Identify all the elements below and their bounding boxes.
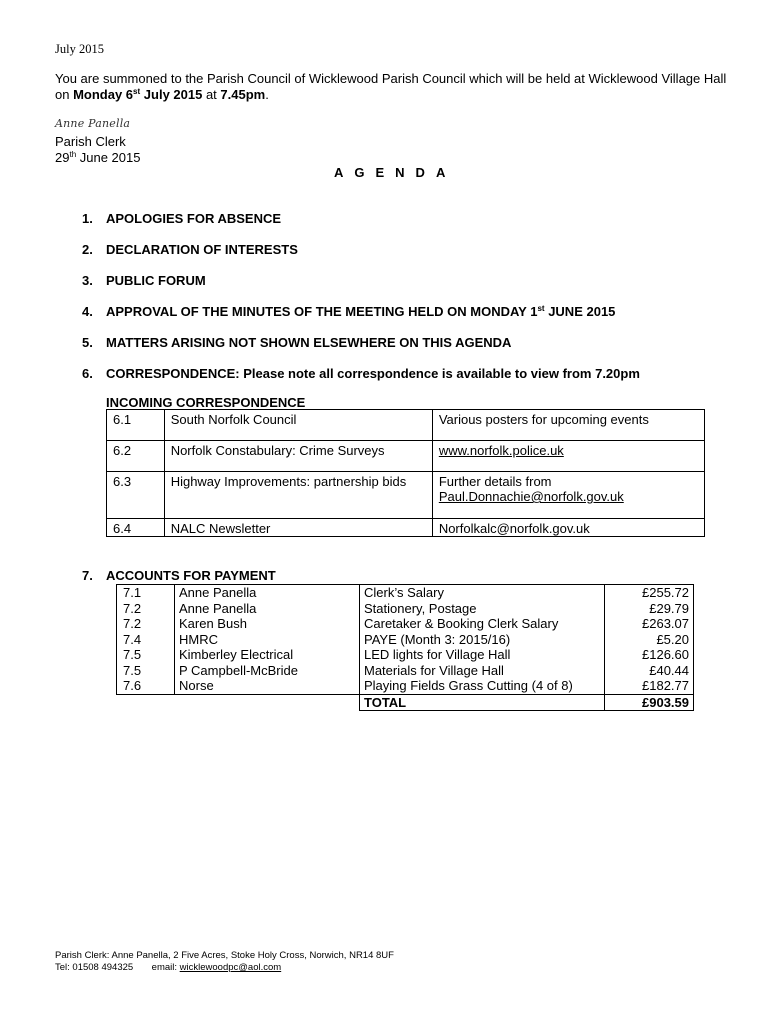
account-description: Materials for Village Hall	[360, 663, 605, 679]
police-link[interactable]: www.norfolk.police.uk	[438, 443, 564, 458]
agenda-item-suffix: st	[537, 304, 545, 313]
document-date: July 2015	[55, 42, 104, 56]
agenda-item-text: DECLARATION OF INTERESTS	[106, 242, 298, 257]
account-description: PAYE (Month 3: 2015/16)	[360, 632, 605, 648]
correspondence-detail	[432, 441, 704, 472]
account-payee: HMRC	[175, 632, 360, 648]
total-label: TOTAL	[360, 694, 605, 711]
agenda-item-text: MATTERS ARISING NOT SHOWN ELSEWHERE ON THIS AGENDA	[106, 335, 512, 350]
correspondence-from: South Norfolk Council	[164, 410, 432, 441]
clerk-date-rest: June 2015	[76, 150, 141, 165]
table-row	[107, 441, 705, 472]
account-ref: 7.2	[117, 601, 175, 617]
account-description: Caretaker & Booking Clerk Salary	[360, 616, 605, 632]
account-amount: £263.07	[605, 616, 694, 632]
table-row	[107, 519, 705, 537]
correspondence-ref: 6.3	[107, 472, 165, 519]
footer-address: Parish Clerk: Anne Panella, 2 Five Acres, Stoke Holy Cross, Norwich, NR14 8UF	[55, 950, 394, 961]
clerk-signature: Anne Panella	[55, 117, 131, 130]
agenda-heading: AGENDA	[334, 165, 457, 180]
agenda-item-number: 3.	[82, 273, 93, 288]
agenda-item-text: PUBLIC FORUM	[106, 273, 206, 288]
account-description: LED lights for Village Hall	[360, 647, 605, 663]
account-amount: £5.20	[605, 632, 694, 648]
email-link[interactable]: Paul.Donnachie@norfolk.gov.uk	[438, 489, 624, 504]
table-row	[117, 601, 694, 617]
account-amount: £126.60	[605, 647, 694, 663]
agenda-item	[82, 242, 298, 257]
summons-at: at	[202, 87, 221, 102]
table-row	[107, 410, 705, 441]
meeting-time: 7.45pm	[220, 87, 266, 102]
correspondence-ref: 6.1	[107, 410, 165, 441]
meeting-day: Monday 6	[73, 87, 134, 102]
correspondence-ref: 6.2	[107, 441, 165, 472]
correspondence-heading: INCOMING CORRESPONDENCE	[106, 395, 306, 410]
agenda-item-number: 5.	[82, 335, 93, 350]
summons-text: You are summoned to the Parish Council of Wicklewood Parish Council which will be held at Wicklewood Village Hall on	[55, 71, 727, 102]
correspondence-detail: Various posters for upcoming events	[432, 410, 704, 441]
summons-end: .	[265, 87, 269, 102]
table-row	[107, 472, 705, 519]
footer-email-label: email:	[151, 962, 180, 973]
agenda-item	[82, 335, 511, 350]
account-amount: £182.77	[605, 678, 694, 694]
summons-paragraph	[55, 71, 735, 103]
correspondence-table	[106, 409, 705, 537]
footer-contact	[55, 962, 394, 974]
agenda-item	[82, 366, 640, 381]
account-ref: 7.1	[117, 585, 175, 601]
total-amount: £903.59	[605, 694, 694, 711]
account-payee: P Campbell-McBride	[175, 663, 360, 679]
account-ref: 7.6	[117, 678, 175, 694]
clerk-date	[55, 150, 140, 165]
account-description: Stationery, Postage	[360, 601, 605, 617]
account-amount: £255.72	[605, 585, 694, 601]
account-payee: Norse	[175, 678, 360, 694]
agenda-item-number: 4.	[82, 304, 93, 319]
account-description: Clerk’s Salary	[360, 585, 605, 601]
agenda-item-text: CORRESPONDENCE: Please note all correspondence is available to view from 7.20pm	[106, 366, 640, 381]
account-payee: Kimberley Electrical	[175, 647, 360, 663]
correspondence-ref: 6.4	[107, 519, 165, 537]
correspondence-detail: Norfolkalc@norfolk.gov.uk	[432, 519, 704, 537]
correspondence-from: Norfolk Constabulary: Crime Surveys	[164, 441, 432, 472]
footer	[55, 950, 394, 974]
clerk-title: Parish Clerk	[55, 134, 126, 149]
account-amount: £29.79	[605, 601, 694, 617]
correspondence-from: Highway Improvements: partnership bids	[164, 472, 432, 519]
clerk-date-day: 29	[55, 150, 70, 165]
account-ref: 7.5	[117, 663, 175, 679]
table-row	[117, 678, 694, 694]
total-row	[117, 694, 694, 711]
account-ref: 7.4	[117, 632, 175, 648]
agenda-item-text-end: JUNE 2015	[544, 304, 616, 319]
account-amount: £40.44	[605, 663, 694, 679]
agenda-item	[82, 304, 615, 319]
agenda-item	[82, 211, 281, 226]
account-ref: 7.2	[117, 616, 175, 632]
agenda-item-number: 6.	[82, 366, 93, 381]
account-payee: Karen Bush	[175, 616, 360, 632]
account-payee: Anne Panella	[175, 601, 360, 617]
footer-email-link[interactable]: wicklewoodpc@aol.com	[179, 962, 282, 973]
meeting-month: July 2015	[140, 87, 203, 102]
agenda-item-number: 1.	[82, 211, 93, 226]
account-payee: Anne Panella	[175, 585, 360, 601]
account-ref: 7.5	[117, 647, 175, 663]
table-row	[117, 663, 694, 679]
correspondence-detail	[432, 472, 704, 519]
table-row	[117, 585, 694, 601]
accounts-number: 7.	[82, 568, 93, 583]
account-description: Playing Fields Grass Cutting (4 of 8)	[360, 678, 605, 694]
meeting-day-suffix: st	[133, 87, 141, 96]
correspondence-from: NALC Newsletter	[164, 519, 432, 537]
accounts-heading-text: ACCOUNTS FOR PAYMENT	[106, 568, 276, 583]
accounts-table	[116, 584, 694, 711]
agenda-item-text: APPROVAL OF THE MINUTES OF THE MEETING HELD ON MONDAY 1	[106, 304, 538, 319]
table-row	[117, 647, 694, 663]
agenda-item-number: 2.	[82, 242, 93, 257]
footer-tel: Tel: 01508 494325	[55, 962, 134, 973]
table-row	[117, 632, 694, 648]
agenda-item-text: APOLOGIES FOR ABSENCE	[106, 211, 282, 226]
clerk-date-suffix: th	[69, 150, 77, 159]
correspondence-detail-text: Further details from	[438, 474, 552, 489]
accounts-heading	[82, 568, 276, 583]
agenda-item	[82, 273, 206, 288]
table-row	[117, 616, 694, 632]
